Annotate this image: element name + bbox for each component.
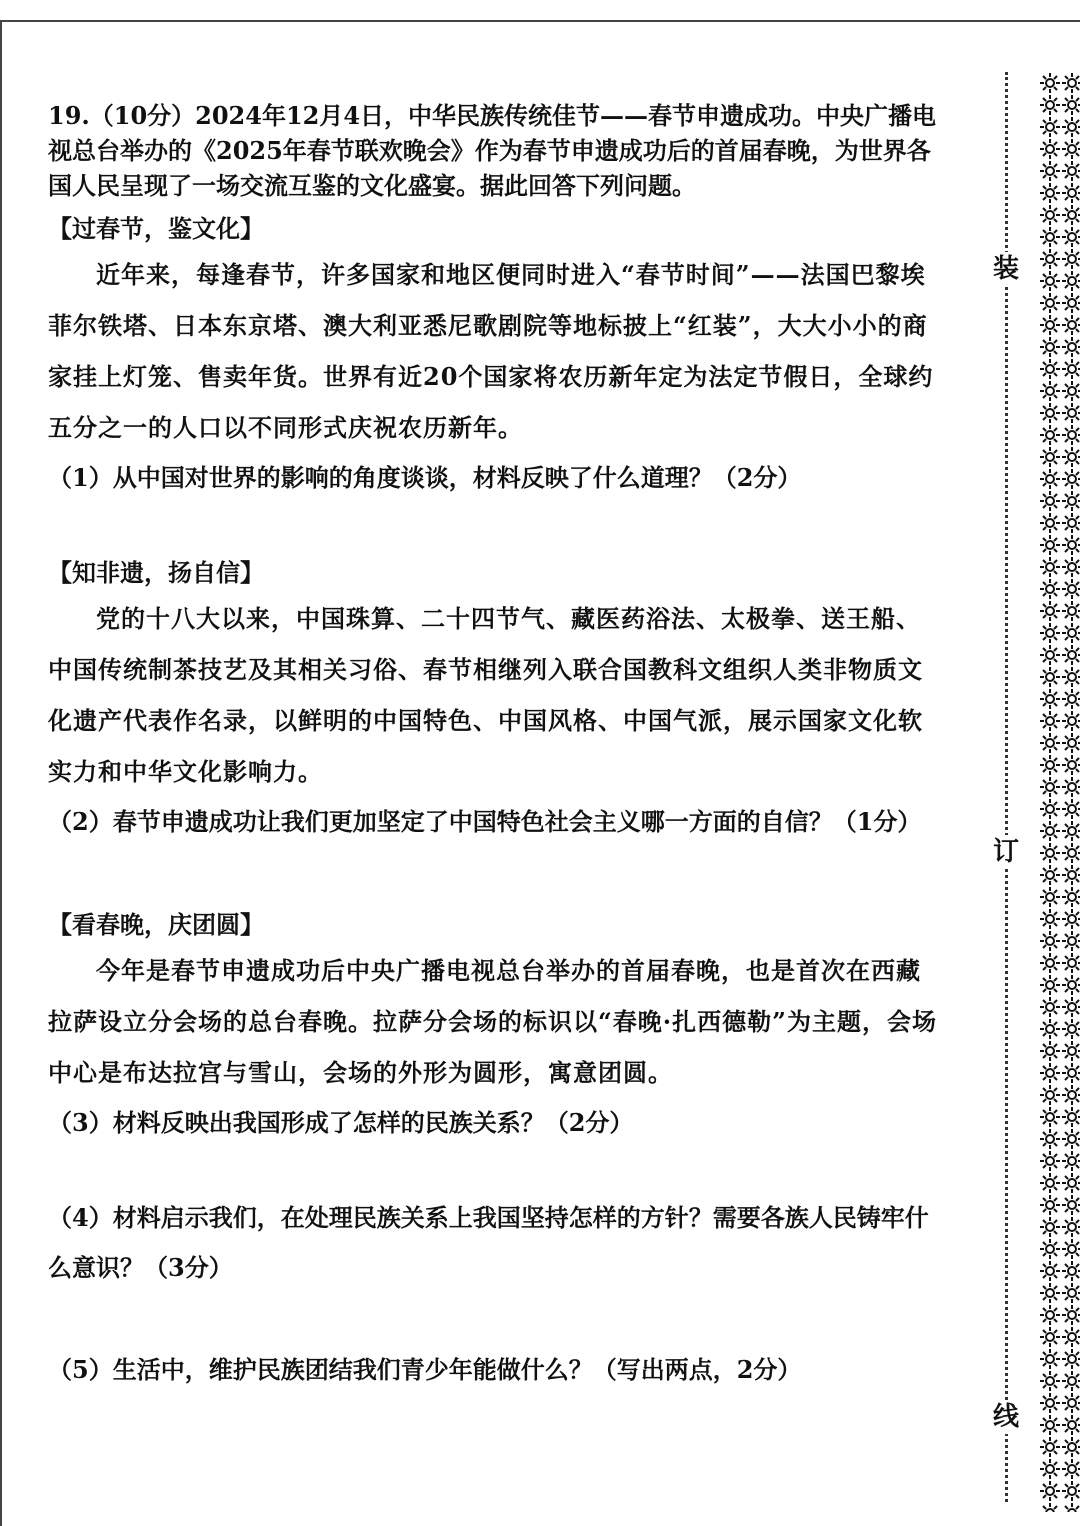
sub-question-1: （1）从中国对世界的影响的角度谈谈，材料反映了什么道理？（2分） (48, 463, 802, 492)
decorative-sun-border (1036, 72, 1080, 1512)
section-spring-gala-reunion (48, 905, 938, 1395)
binding-char-xian: 线 (990, 1400, 1022, 1434)
material-text: 今年是春节申遗成功后中央广播电视总台举办的首届春晚，也是首次在西藏拉萨设立分会场的总台春晚。拉萨分会场的标识以“春晚·扎西德勒”为主题，会场中心是布达拉宫与雪山，会场的外形为圆形，寓意团圆。 (48, 956, 937, 1087)
material-text: 党的十八大以来，中国珠算、二十四节气、藏医药浴法、太极拳、送王船、中国传统制茶技艺及其相关习俗、春节相继列入联合国教科文组织人类非物质文化遗产代表作名录，以鲜明的中国特色、中国风格、中国气派，展示国家文化软实力和中华文化影响力。 (48, 604, 923, 786)
answer-space[interactable] (48, 1293, 938, 1345)
sub-question-2: （2）春节申遗成功让我们更加坚定了中国特色社会主义哪一方面的自信？（1分） (48, 807, 922, 836)
sub-question-5: （5）生活中，维护民族团结我们青少年能做什么？（写出两点，2分） (48, 1355, 802, 1384)
section-spring-festival-culture (48, 209, 938, 553)
answer-space[interactable] (48, 847, 938, 905)
section-title: 【看春晚，庆团圆】 (48, 910, 264, 939)
material-text: 近年来，每逢春节，许多国家和地区便同时进入“春节时间”——法国巴黎埃菲尔铁塔、日本东京塔、澳大利亚悉尼歌剧院等地标披上“红装”，大大小小的商家挂上灯笼、售卖年货。世界有近20个国家将农历新年定为法定节假日，全球约五分之一的人口以不同形式庆祝农历新年。 (48, 260, 934, 442)
binding-char-ding: 订 (990, 835, 1022, 869)
page-top-border (0, 20, 1080, 22)
sub-question-3: （3）材料反映出我国形成了怎样的民族关系？（2分） (48, 1108, 634, 1137)
page-left-border (0, 20, 2, 1526)
binding-dotted-line (1005, 72, 1008, 1502)
binding-char-zhuang: 装 (990, 252, 1022, 286)
section-title: 【知非遗，扬自信】 (48, 558, 264, 587)
sub-question-4: （4）材料启示我们，在处理民族关系上我国坚持怎样的方针？需要各族人民铸牢什么意识？（3分） (48, 1203, 929, 1282)
section-title: 【过春节，鉴文化】 (48, 214, 264, 243)
exam-question-19 (48, 98, 938, 1395)
section-intangible-heritage (48, 553, 938, 905)
answer-space[interactable] (48, 503, 938, 553)
question-intro: 19.（10分）2024年12月4日，中华民族传统佳节——春节申遗成功。中央广播电视总台举办的《2025年春节联欢晚会》作为春节申遗成功后的首届春晚，为世界各国人民呈现了一场交流互鉴的文化盛宴。据此回答下列问题。 (48, 101, 937, 200)
answer-space[interactable] (48, 1148, 938, 1193)
